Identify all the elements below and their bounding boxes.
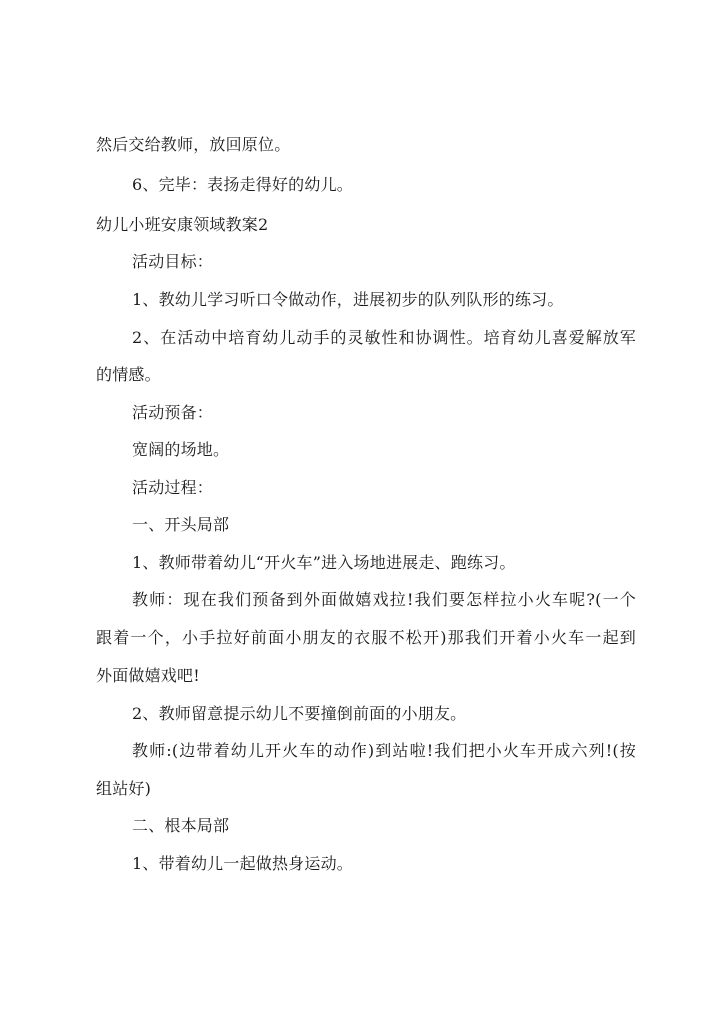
text-line-19: 二、根本局部 xyxy=(132,816,230,835)
text-line-7: 的情感。 xyxy=(96,365,161,384)
text-line-20: 1、带着幼儿一起做热身运动。 xyxy=(132,854,353,873)
text-line-2: 6、完毕：表扬走得好的幼儿。 xyxy=(132,175,353,194)
text-line-17: 教师:(边带着幼儿开火车的动作)到站啦!我们把小火车开成六列!(按 xyxy=(132,741,636,760)
text-line-12: 1、教师带着幼儿“开火车”进入场地进展走、跑练习。 xyxy=(132,553,516,572)
text-line-1: 然后交给教师，放回原位。 xyxy=(96,135,291,154)
text-line-15: 外面做嬉戏吧! xyxy=(96,666,200,685)
text-line-10: 活动过程： xyxy=(132,478,214,497)
text-line-9: 宽阔的场地。 xyxy=(132,440,230,459)
text-line-5: 1、教幼儿学习听口令做动作，进展初步的队列队形的练习。 xyxy=(132,290,564,309)
text-line-18: 组站好) xyxy=(96,779,152,798)
text-line-14: 跟着一个，小手拉好前面小朋友的衣服不松开)那我们开着小火车一起到 xyxy=(96,628,636,647)
text-line-11: 一、开头局部 xyxy=(132,515,230,534)
text-line-6: 2、在活动中培育幼儿动手的灵敏性和协调性。培育幼儿喜爱解放军 xyxy=(132,328,636,347)
text-line-13: 教师：现在我们预备到外面做嬉戏拉!我们要怎样拉小火车呢?(一个 xyxy=(132,590,636,609)
text-line-16: 2、教师留意提示幼儿不要撞倒前面的小朋友。 xyxy=(132,704,467,723)
text-line-8: 活动预备： xyxy=(132,403,214,422)
section-heading: 幼儿小班安康领域教案2 xyxy=(96,215,269,234)
text-line-4: 活动目标： xyxy=(132,252,214,271)
